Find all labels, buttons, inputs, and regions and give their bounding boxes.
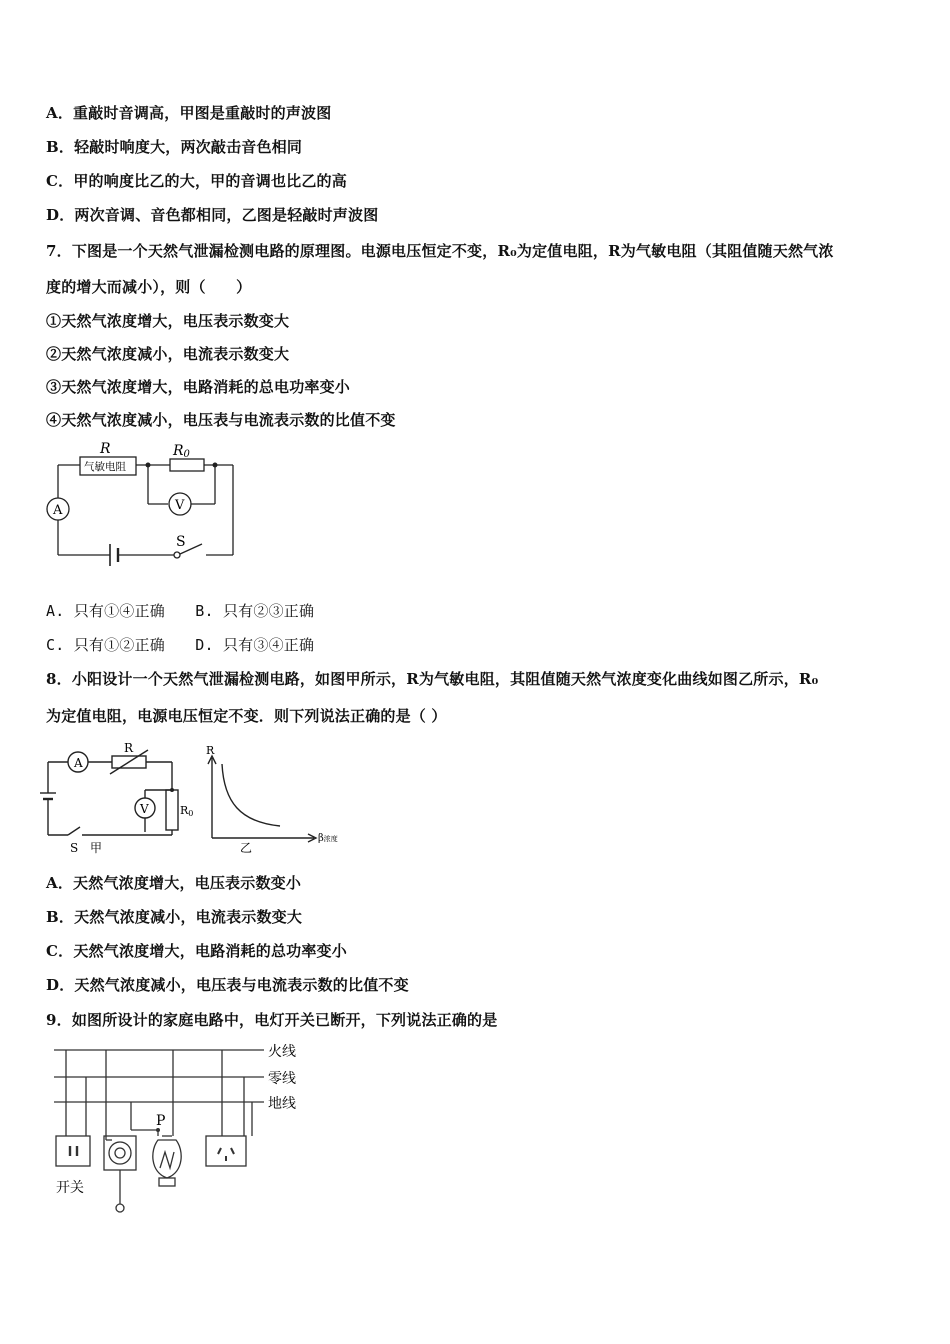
three-pin-outlet-icon: [206, 1136, 246, 1166]
q6-option-a: A．重敲时音调高，甲图是重敲时的声波图: [46, 104, 332, 122]
switch-icon: [109, 1142, 131, 1164]
q7-statement-3: ③天然气浓度增大，电路消耗的总电功率变小: [46, 378, 351, 396]
q6-option-b: B．轻敲时响度大，两次敲击音色相同: [46, 138, 303, 156]
ammeter-label: A: [53, 503, 63, 518]
q8-switch-label: S: [70, 841, 79, 855]
q8-circuit-jia: [40, 750, 178, 835]
svg-text:R0: [172, 443, 191, 460]
q7-statement-2: ②天然气浓度减小，电流表示数变大: [46, 345, 290, 363]
q8-option-b: B．天然气浓度减小，电流表示数变大: [46, 908, 303, 926]
q8-axis-x-sub: 浓度: [323, 835, 338, 843]
gas-resistor-label: 气敏电阻: [84, 461, 126, 473]
voltmeter-label: V: [175, 498, 185, 513]
q8-axis-x-label: β: [318, 833, 324, 844]
q7-statement-4: ④天然气浓度减小，电压表与电流表示数的比值不变: [46, 411, 396, 429]
ground-wire-label: 地线: [268, 1096, 296, 1112]
q8-axis-r-label: R: [206, 744, 215, 757]
q7-options-row-2: C. 只有①②正确 D. 只有③④正确: [46, 636, 315, 654]
q8-stem-line-2: 为定值电阻，电源电压恒定不变．则下列说法正确的是（ ）: [46, 707, 447, 725]
switch-label: 开关: [56, 1180, 84, 1196]
svg-text:R0: [180, 804, 193, 818]
neutral-wire-label: 零线: [268, 1071, 296, 1087]
q8-r0-label: R: [180, 804, 189, 817]
q8-option-d: D．天然气浓度减小，电压表与电流表示数的比值不变: [46, 976, 409, 994]
svg-text:β浓度: [318, 833, 338, 844]
q8-stem-line-1: 8．小阳设计一个天然气泄漏检测电路，如图甲所示，R为气敏电阻，其阻值随天然气浓度变化曲线如图乙所示，R₀: [46, 670, 819, 688]
q7-options-row-1: A. 只有①④正确 B. 只有②③正确: [46, 602, 315, 620]
q8-option-a: A．天然气浓度增大，电压表示数变小: [46, 874, 302, 892]
q8-ammeter-label: A: [74, 756, 83, 770]
r0-label: R: [173, 443, 184, 459]
r-label: R: [100, 441, 111, 457]
q8-yi-label: 乙: [240, 841, 253, 855]
q8-figure: [40, 740, 350, 858]
q9-stem: 9．如图所设计的家庭电路中，电灯开关已断开，下列说法正确的是: [46, 1011, 498, 1029]
r0-subscript: 0: [183, 449, 190, 460]
q7-stem-line-2: 度的增大而减小），则（ ）: [46, 278, 252, 296]
live-wire-label: 火线: [268, 1044, 296, 1060]
point-p-label: P: [156, 1113, 166, 1129]
q8-r0-subscript: 0: [188, 809, 194, 818]
q7-stem-line-1: 7．下图是一个天然气泄漏检测电路的原理图。电源电压恒定不变，R₀为定值电阻，R为气敏电阻（其阻值随天然气浓: [46, 242, 834, 260]
switch-label: S: [176, 534, 186, 550]
q8-jia-label: 甲: [90, 841, 103, 855]
q7-statement-1: ①天然气浓度增大，电压表示数变大: [46, 312, 290, 330]
q9-household-circuit: [46, 1040, 316, 1215]
q7-circuit-diagram: [40, 436, 250, 576]
q8-voltmeter-label: V: [140, 802, 149, 816]
q6-option-d: D．两次音调、音色都相同，乙图是轻敲时声波图: [46, 206, 379, 224]
q8-option-c: C．天然气浓度增大，电路消耗的总功率变小: [46, 942, 347, 960]
q8-graph-yi: [208, 756, 316, 842]
two-pin-outlet-icon: [56, 1136, 90, 1166]
q6-option-c: C．甲的响度比乙的大，甲的音调也比乙的高: [46, 172, 347, 190]
q8-r-label: R: [124, 741, 134, 755]
